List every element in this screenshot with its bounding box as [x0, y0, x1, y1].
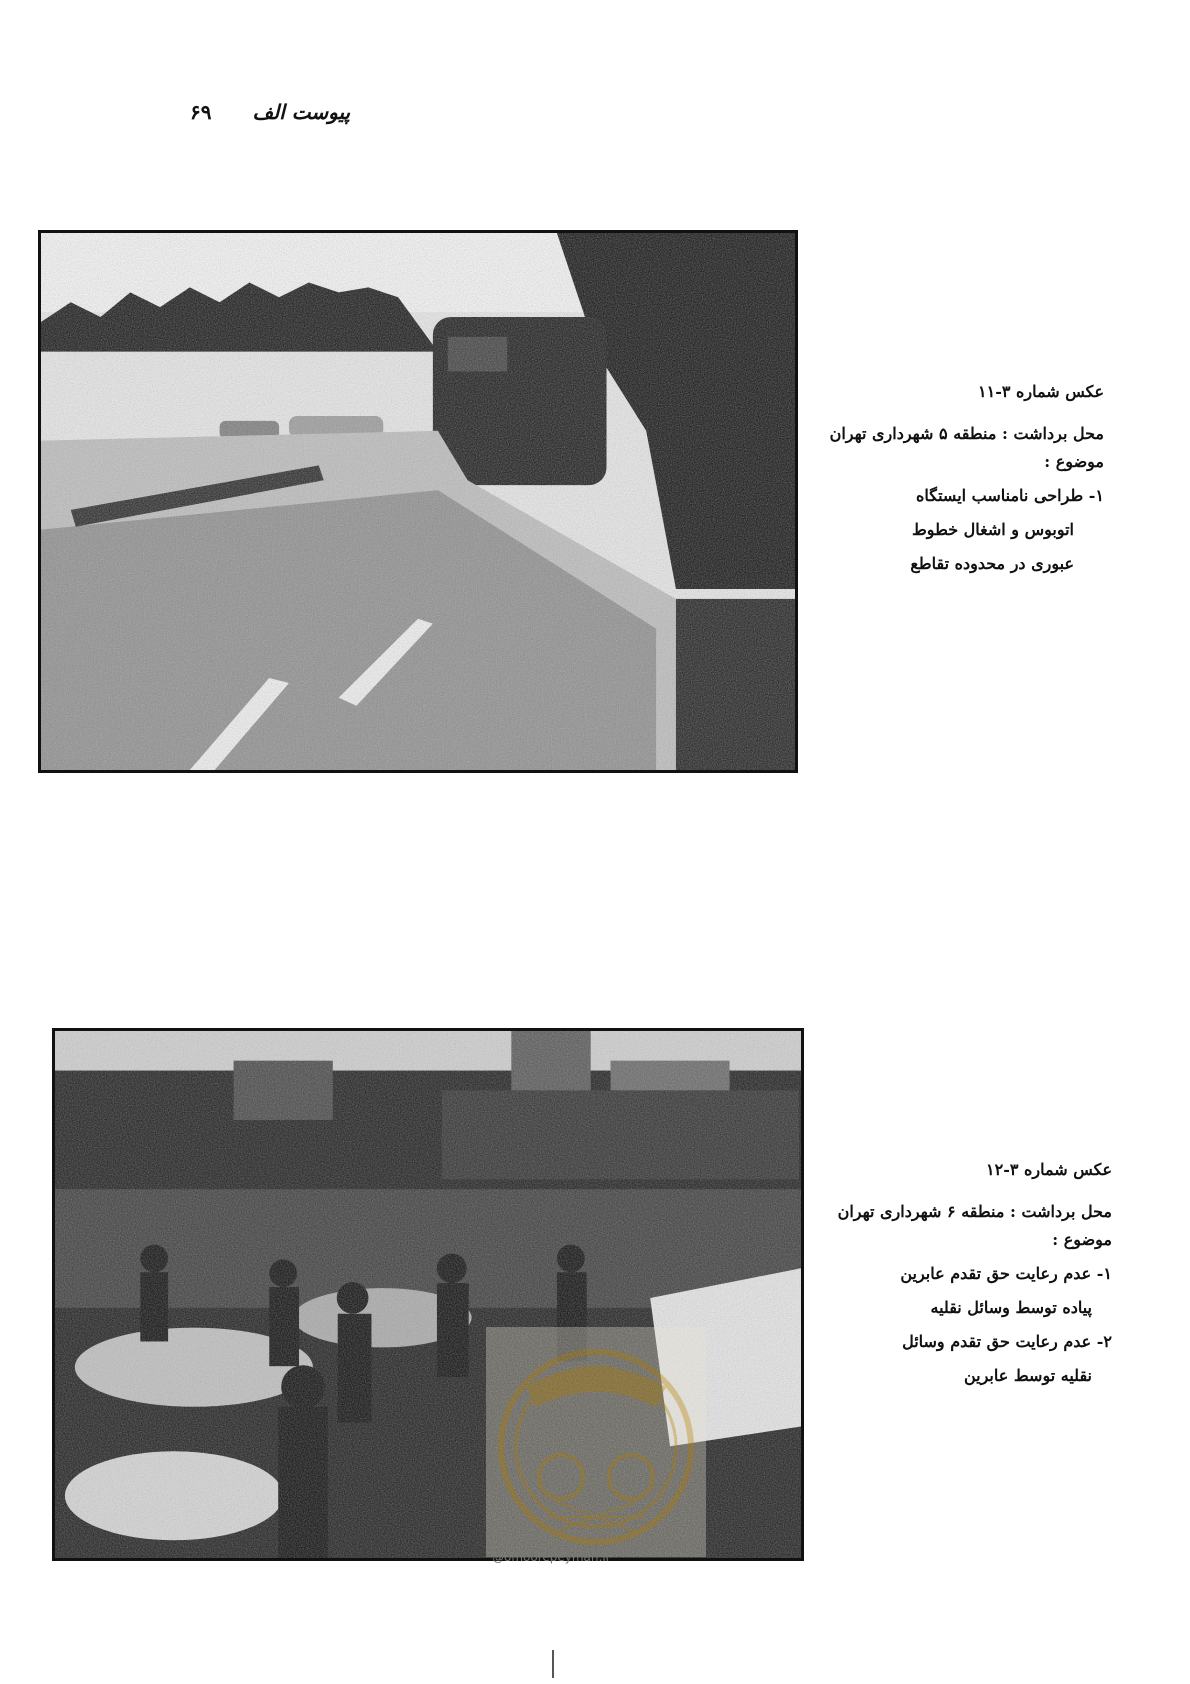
bus-station-photo [41, 233, 795, 770]
caption-location: محل برداشت : منطقه ۵ شهرداری تهران [829, 424, 1104, 443]
watermark-url: @omoorepeyman.ir [492, 1550, 611, 1564]
caption-number: عکس شماره ۳-۱۱ [978, 382, 1104, 401]
appendix-title: پیوست الف [252, 100, 351, 124]
caption-location: محل برداشت : منطقه ۶ شهرداری تهران [837, 1202, 1112, 1221]
caption-item-1-cont: پیاده توسط وسائل نقلیه [930, 1298, 1092, 1317]
caption-number: عکس شماره ۳-۱۲ [986, 1160, 1112, 1179]
caption-item-1-cont: اتوبوس و اشغال خطوط [912, 520, 1074, 539]
caption-item-2: ۲- عدم رعایت حق تقدم وسائل [902, 1332, 1112, 1351]
caption-item-1: ۱- عدم رعایت حق تقدم عابرین [900, 1264, 1112, 1283]
page-number: ۶۹ [190, 100, 212, 124]
caption-item-1-cont2: عبوری در محدوده تقاطع [910, 554, 1074, 573]
caption-3-11 [814, 380, 1104, 586]
page-header [190, 100, 350, 124]
scan-mark [552, 1650, 554, 1678]
caption-item-1: ۱- طراحی نامناسب ایستگاه [916, 486, 1104, 505]
watermark-seal-icon [486, 1327, 706, 1557]
caption-item-2-cont: نقلیه توسط عابرین [963, 1366, 1092, 1385]
caption-3-12 [812, 1158, 1112, 1398]
caption-topic-label: موضوع : [1044, 452, 1104, 471]
caption-topic-label: موضوع : [1052, 1230, 1112, 1249]
photo-3-11 [38, 230, 798, 773]
